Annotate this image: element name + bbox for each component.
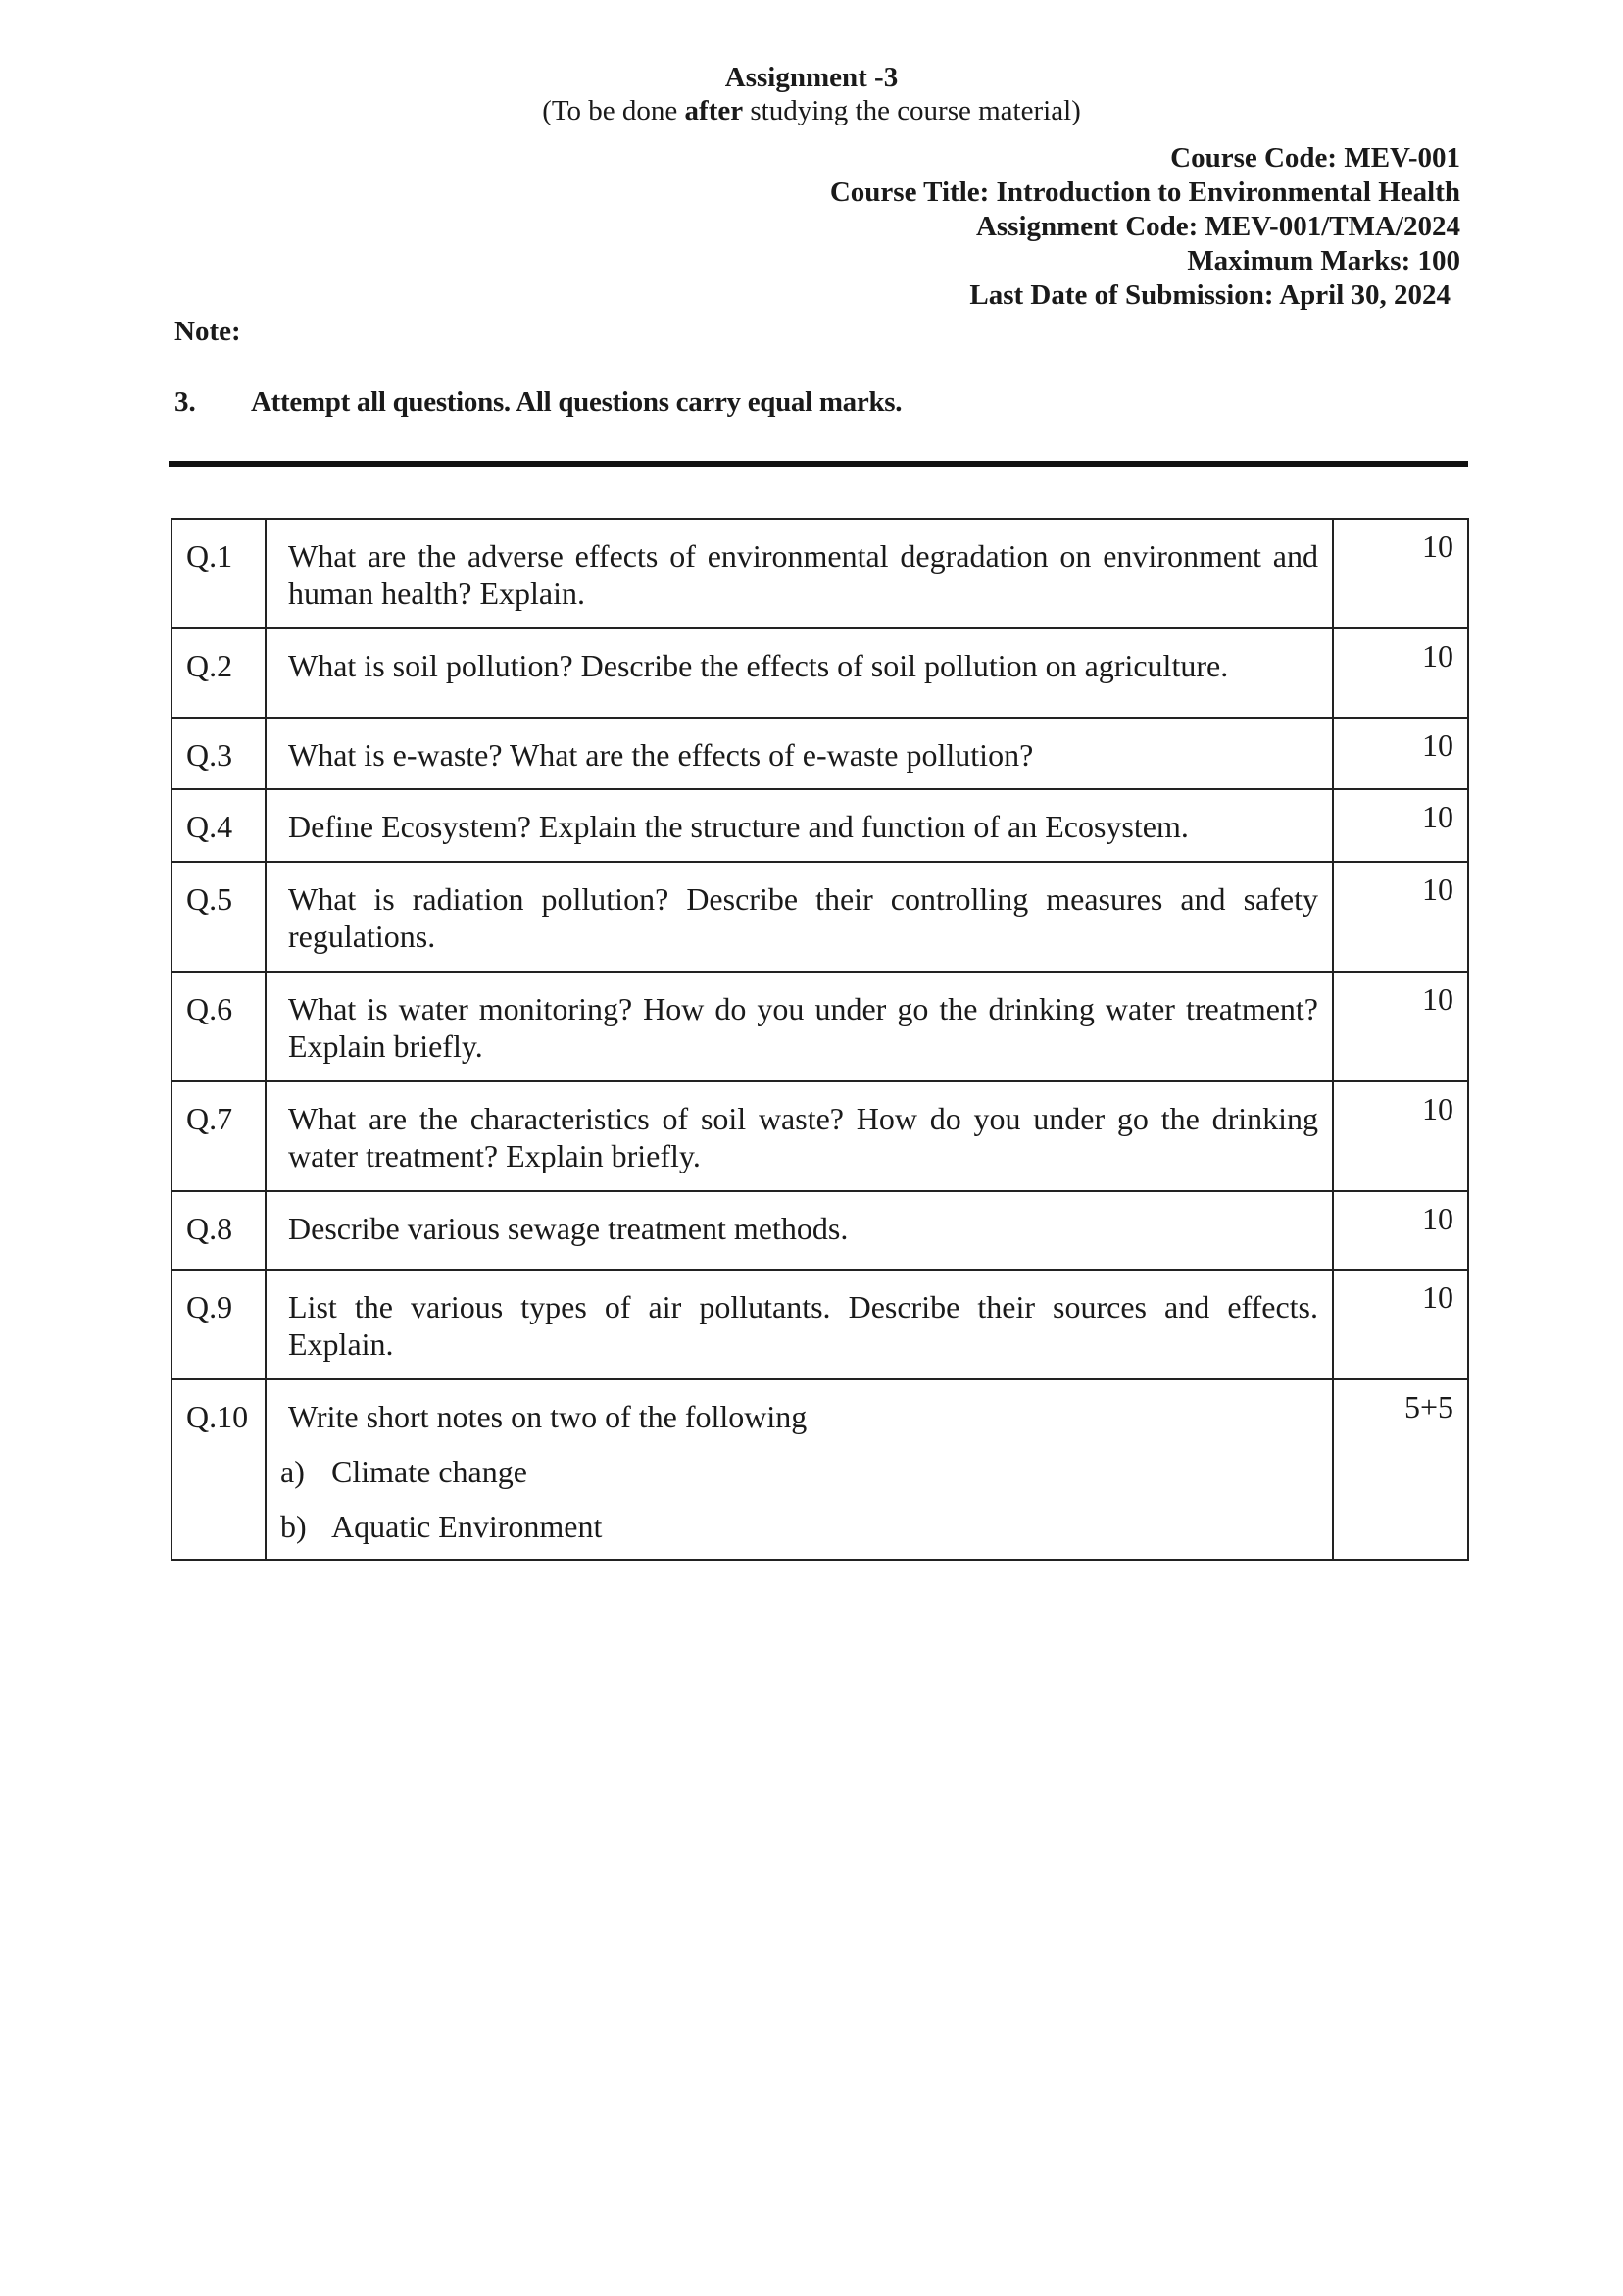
question-text: What is e-waste? What are the effects of e-waste pollution? xyxy=(266,718,1333,789)
question-marks: 10 xyxy=(1333,519,1468,628)
subtitle-bold: after xyxy=(684,95,744,126)
instruction-text: Attempt all questions. All questions carry equal marks. xyxy=(251,386,903,418)
questions-table xyxy=(171,518,1469,1561)
question-marks: 10 xyxy=(1333,1081,1468,1191)
question-number: Q.9 xyxy=(172,1270,266,1379)
question-number: Q.5 xyxy=(172,862,266,972)
question-marks: 10 xyxy=(1333,789,1468,862)
maximum-marks: Maximum Marks: 100 xyxy=(1187,245,1460,276)
assignment-subtitle xyxy=(0,94,1623,127)
question-marks: 10 xyxy=(1333,718,1468,789)
table-row xyxy=(172,1081,1468,1191)
question-text: Define Ecosystem? Explain the structure and function of an Ecosystem. xyxy=(266,789,1333,862)
sub-item-text: Climate change xyxy=(331,1454,527,1489)
sub-item-label: a) xyxy=(280,1454,305,1489)
course-title: Course Title: Introduction to Environmental Health xyxy=(829,176,1460,208)
question-text: What are the adverse effects of environmental degradation on environment and human health? Explain. xyxy=(266,519,1333,628)
subtitle-post: studying the course material) xyxy=(743,95,1081,126)
sub-item-a xyxy=(280,1453,1318,1490)
table-row xyxy=(172,718,1468,789)
question-number: Q.1 xyxy=(172,519,266,628)
table-row xyxy=(172,628,1468,718)
last-date: Last Date of Submission: April 30, 2024 xyxy=(969,279,1451,311)
question-number: Q.7 xyxy=(172,1081,266,1191)
question-text: What is soil pollution? Describe the effects of soil pollution on agriculture. xyxy=(266,628,1333,718)
table-row xyxy=(172,862,1468,972)
subtitle-pre: (To be done xyxy=(542,95,685,126)
question-text: What are the characteristics of soil waste? How do you under go the drinking water treatment? Explain briefly. xyxy=(266,1081,1333,1191)
sub-item-label: b) xyxy=(280,1509,307,1544)
question-marks: 10 xyxy=(1333,1191,1468,1270)
assignment-title: Assignment -3 xyxy=(724,62,899,93)
table-row xyxy=(172,789,1468,862)
question-marks: 10 xyxy=(1333,1270,1468,1379)
table-row xyxy=(172,519,1468,628)
sub-item-text: Aquatic Environment xyxy=(331,1509,603,1544)
question-number: Q.8 xyxy=(172,1191,266,1270)
question-text-cell xyxy=(266,1379,1333,1560)
question-number: Q.6 xyxy=(172,972,266,1081)
question-marks: 10 xyxy=(1333,972,1468,1081)
question-marks: 5+5 xyxy=(1333,1379,1468,1560)
question-number: Q.4 xyxy=(172,789,266,862)
divider-rule xyxy=(169,461,1468,467)
instruction-number: 3. xyxy=(174,386,196,418)
question-marks: 10 xyxy=(1333,862,1468,972)
sub-item-b xyxy=(280,1508,1318,1545)
question-text: List the various types of air pollutants. Describe their sources and effects. Explain. xyxy=(266,1270,1333,1379)
question-number: Q.2 xyxy=(172,628,266,718)
question-marks: 10 xyxy=(1333,628,1468,718)
question-text: What is radiation pollution? Describe their controlling measures and safety regulations. xyxy=(266,862,1333,972)
question-number: Q.10 xyxy=(172,1379,266,1560)
course-code: Course Code: MEV-001 xyxy=(1170,142,1460,174)
question-text: Write short notes on two of the following xyxy=(288,1399,808,1434)
course-meta xyxy=(830,141,1460,313)
question-text: Describe various sewage treatment methods. xyxy=(266,1191,1333,1270)
table-row xyxy=(172,972,1468,1081)
table-row xyxy=(172,1270,1468,1379)
assignment-code: Assignment Code: MEV-001/TMA/2024 xyxy=(975,211,1460,242)
question-text: What is water monitoring? How do you under go the drinking water treatment? Explain briefly. xyxy=(266,972,1333,1081)
table-row xyxy=(172,1191,1468,1270)
note-label: Note: xyxy=(174,316,241,347)
question-number: Q.3 xyxy=(172,718,266,789)
table-row xyxy=(172,1379,1468,1560)
